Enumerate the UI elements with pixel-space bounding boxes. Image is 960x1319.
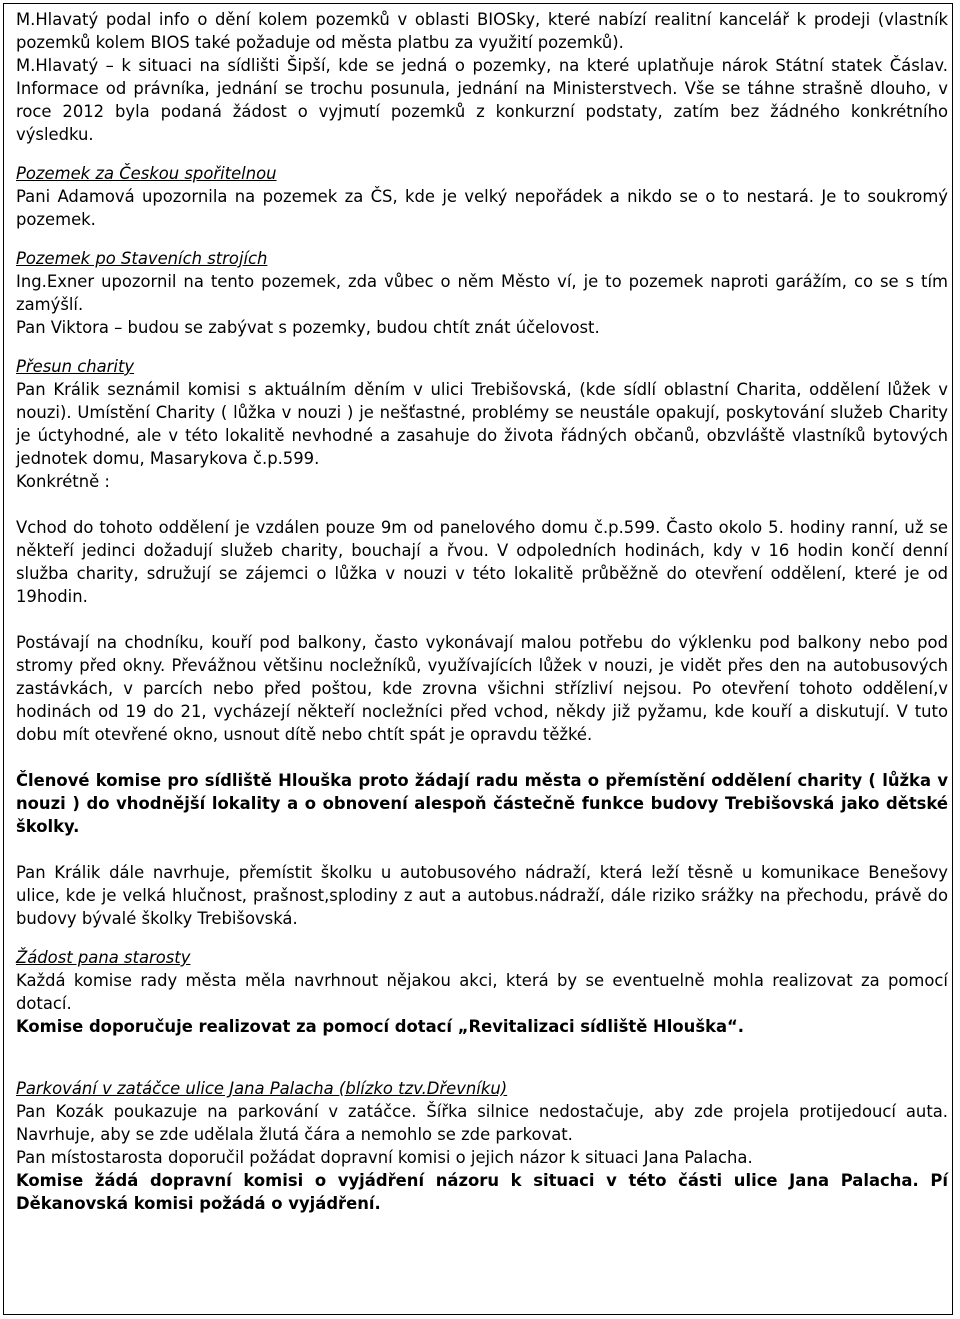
section-heading-parkovani: Parkování v zatáčce ulice Jana Palacha (blízko tzv.Dřevníku)	[16, 1079, 508, 1098]
document-page	[3, 3, 953, 1315]
document-content	[16, 8, 948, 1215]
paragraph-parkovani-2: Pan místostarosta doporučil požádat dopravní komisi o jejich názor k situaci Jana Palacha.	[16, 1148, 753, 1167]
paragraph-parkovani-1: Pan Kozák poukazuje na parkování v zatáčce. Šířka silnice nedostačuje, aby zde projela protijedoucí auta. Navrhuje, aby se zde udělala žlutá čára a nemohlo se zde parkovat.	[16, 1102, 948, 1144]
paragraph-biosky: M.Hlavatý podal info o dění kolem pozemků v oblasti BIOSky, které nabízí realitní kancelář k prodeji (vlastník pozemků kolem BIOS také požaduje od města platbu za využití pozemků).	[16, 10, 948, 52]
paragraph-charity-request: Členové komise pro sídliště Hlouška proto žádají radu města o přemístění oddělení charity ( lůžka v nouzi ) do vhodnější lokality a o obnovení alespoň částečně funkce budovy Trebišovská jako dětské školky.	[16, 771, 948, 836]
section-heading-sporitelna: Pozemek za Českou spořitelnou	[16, 164, 277, 183]
paragraph-staveni-1: Ing.Exner upozornil na tento pozemek, zda vůbec o něm Město ví, je to pozemek naproti garážím, co se s tím zamýšlí.	[16, 272, 948, 314]
section-heading-starosta: Žádost pana starosty	[16, 948, 191, 967]
paragraph-charity-4: Postávají na chodníku, kouří pod balkony, často vykonávají malou potřebu do výklenku pod balkony nebo pod stromy před okny. Převážnou většinu nocležníků, využívajících lůžek v nouzi, je vidět přes den na autobusových zastávkách, v parcích nebo před poštou, kde zrovna všichni střízliví nejsou. Po otevření tohoto oddělení,v hodinách od 19 do 21, vycházejí někteří nocležníci před vchod, někdy již pyžamu, kde kouří a diskutují. V tuto dobu mít otevřené okno, usnout dítě nebo chtít spát je opravdu těžké.	[16, 633, 948, 744]
paragraph-sporitelna: Pani Adamová upozornila na pozemek za ČS, kde je velký nepořádek a nikdo se o to nestará. Je to soukromý pozemek.	[16, 187, 948, 229]
paragraph-charity-6: Pan Králik dále navrhuje, přemístit školku u autobusového nádraží, která leží těsně u komunikace Benešovy ulice, kde je velká hlučnost, prašnost,splodiny z aut a autobus.nádraží, dále riziko srážky na přechodu, právě do budovy bývalé školky Trebišovská.	[16, 863, 948, 928]
paragraph-charity-3: Vchod do tohoto oddělení je vzdálen pouze 9m od panelového domu č.p.599. Často okolo 5. hodiny ranní, už se někteří jedinci dožadují služeb charity, bouchají a řvou. V odpoledních hodinách, kdy v 16 hodin končí denní služba charity, sdružují se zájemci o lůžka v nouzi v této lokalitě průběžně do otevření oddělení, které je od 19hodin.	[16, 518, 948, 606]
section-heading-staveni: Pozemek po Staveních strojích	[16, 249, 268, 268]
section-heading-charity: Přesun charity	[16, 357, 135, 376]
paragraph-parkovani-3: Komise žádá dopravní komisi o vyjádření názoru k situaci v této části ulice Jana Palacha. Pí Děkanovská komisi požádá o vyjádření.	[16, 1171, 948, 1213]
paragraph-charity-2: Konkrétně :	[16, 472, 110, 491]
paragraph-starosta-1: Každá komise rady města měla navrhnout nějakou akci, která by se eventuelně mohla realizovat za pomocí dotací.	[16, 971, 948, 1013]
paragraph-starosta-2: Komise doporučuje realizovat za pomocí dotací „Revitalizaci sídliště Hlouška“.	[16, 1017, 745, 1036]
paragraph-charity-1: Pan Králik seznámil komisi s aktuálním děním v ulici Trebišovská, (kde sídlí oblastní Charita, oddělení lůžek v nouzi). Umístění Charity ( lůžka v nouzi ) je nešťastné, problémy se neustále opakují, poskytování služeb Charity je úctyhodné, ale v této lokalitě nevhodné a zasahuje do života řádných občanů, obzvláště vlastníků bytových jednotek domu, Masarykova č.p.599.	[16, 380, 948, 468]
paragraph-staveni-2: Pan Viktora – budou se zabývat s pozemky, budou chtít znát účelovost.	[16, 318, 600, 337]
paragraph-sipsi: M.Hlavatý – k situaci na sídlišti Šipší, kde se jedná o pozemky, na které uplatňuje nárok Státní statek Čáslav. Informace od právníka, jednání se trochu posunula, jednání na Ministerstvech. Vše se táhne strašně dlouho, v roce 2012 byla podaná žádost o vyjmutí pozemků z konkurzní podstaty, zatím bez žádného konkrétního výsledku.	[16, 56, 948, 144]
